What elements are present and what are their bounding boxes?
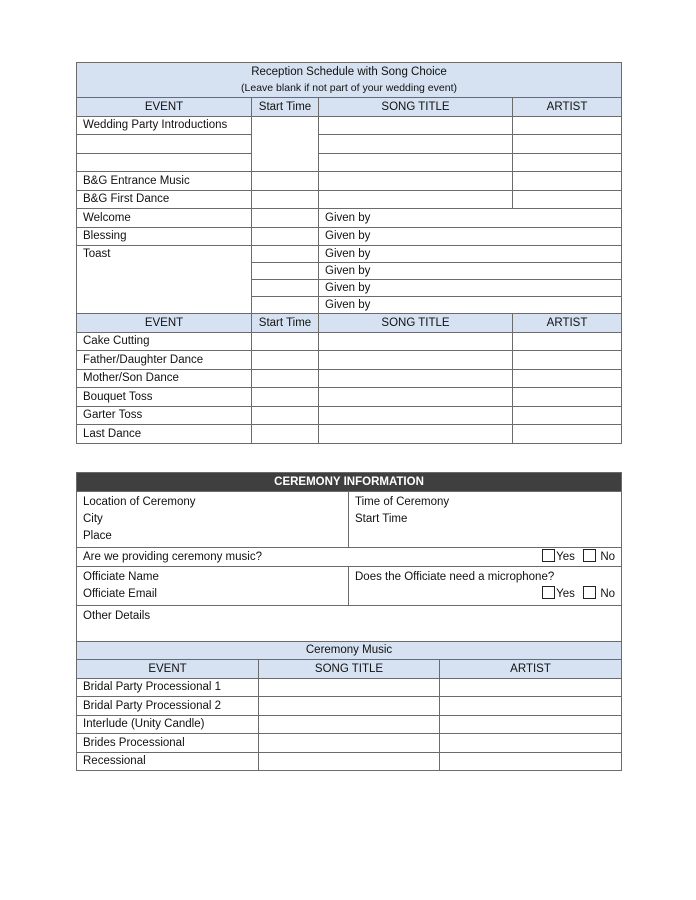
song-title-cell[interactable] xyxy=(319,406,513,425)
song-title-cell[interactable] xyxy=(319,425,513,444)
event-father-daughter-dance: Father/Daughter Dance xyxy=(77,351,252,370)
event-welcome: Welcome xyxy=(77,209,252,228)
artist-cell[interactable] xyxy=(440,734,622,753)
table-row xyxy=(77,227,622,246)
city-label: City xyxy=(83,513,103,525)
reception-title-text: Reception Schedule with Song Choice xyxy=(251,66,447,78)
table-row xyxy=(77,332,622,351)
music-event-recessional: Recessional xyxy=(77,752,259,771)
yes-label: Yes xyxy=(556,550,575,563)
event-cell[interactable] xyxy=(77,153,252,172)
artist-cell[interactable] xyxy=(513,190,622,209)
start-time-cell[interactable] xyxy=(252,332,319,351)
music-event-interlude: Interlude (Unity Candle) xyxy=(77,715,259,734)
music-yes-checkbox[interactable] xyxy=(542,549,555,562)
other-details-label: Other Details xyxy=(83,609,151,622)
event-wedding-party-intro: Wedding Party Introductions xyxy=(77,116,252,135)
given-by-cell[interactable]: Given by xyxy=(319,209,622,228)
artist-cell[interactable] xyxy=(513,153,622,172)
artist-cell[interactable] xyxy=(440,715,622,734)
given-by-cell[interactable]: Given by xyxy=(319,280,622,297)
header-artist: ARTIST xyxy=(513,314,622,333)
start-time-cell[interactable] xyxy=(252,425,319,444)
event-toast: Toast xyxy=(77,246,252,314)
start-time-cell[interactable] xyxy=(252,263,319,280)
artist-cell[interactable] xyxy=(513,388,622,407)
yes-label: Yes xyxy=(556,587,575,600)
mic-yes-checkbox[interactable] xyxy=(542,586,555,599)
ceremony-music-question-row xyxy=(77,548,622,567)
table-row xyxy=(77,172,622,191)
header-start-time: Start Time xyxy=(252,98,319,117)
start-time-cell[interactable] xyxy=(252,369,319,388)
artist-cell[interactable] xyxy=(513,406,622,425)
mic-question: Does the Officiate need a microphone? xyxy=(355,570,555,583)
song-title-cell[interactable] xyxy=(319,190,513,209)
song-title-cell[interactable] xyxy=(319,351,513,370)
no-label: No xyxy=(600,587,616,600)
place-label: Place xyxy=(83,530,112,542)
no-label: No xyxy=(600,550,616,563)
music-event-processional-1: Bridal Party Processional 1 xyxy=(77,678,259,697)
reception-schedule-table xyxy=(76,62,622,444)
table-row xyxy=(77,246,622,263)
artist-cell[interactable] xyxy=(513,332,622,351)
table-row xyxy=(77,369,622,388)
event-bouquet-toss: Bouquet Toss xyxy=(77,388,252,407)
event-mother-son-dance: Mother/Son Dance xyxy=(77,369,252,388)
song-title-cell[interactable] xyxy=(319,172,513,191)
song-title-cell[interactable] xyxy=(259,752,440,771)
header-song-title: SONG TITLE xyxy=(319,98,513,117)
music-header-artist: ARTIST xyxy=(440,660,622,679)
microphone-block xyxy=(349,566,622,605)
event-last-dance: Last Dance xyxy=(77,425,252,444)
header-start-time: Start Time xyxy=(252,314,319,333)
song-title-cell[interactable] xyxy=(319,135,513,154)
artist-cell[interactable] xyxy=(513,425,622,444)
given-by-cell[interactable]: Given by xyxy=(319,227,622,246)
artist-cell[interactable] xyxy=(513,172,622,191)
table-row xyxy=(77,715,622,734)
table-row xyxy=(77,697,622,716)
start-time-cell[interactable] xyxy=(252,351,319,370)
time-label: Time of Ceremony xyxy=(355,496,450,508)
reception-title xyxy=(77,63,622,98)
event-garter-toss: Garter Toss xyxy=(77,406,252,425)
table-row xyxy=(77,425,622,444)
song-title-cell[interactable] xyxy=(319,369,513,388)
start-time-label: Start Time xyxy=(355,513,408,525)
event-entrance-music: B&G Entrance Music xyxy=(77,172,252,191)
location-label: Location of Ceremony xyxy=(83,496,196,508)
music-event-brides-processional: Brides Processional xyxy=(77,734,259,753)
ceremony-title: CEREMONY INFORMATION xyxy=(77,473,622,492)
table-row xyxy=(77,388,622,407)
artist-cell[interactable] xyxy=(513,351,622,370)
table-row xyxy=(77,406,622,425)
song-title-cell[interactable] xyxy=(319,332,513,351)
officiate-block[interactable] xyxy=(77,566,349,605)
table-row xyxy=(77,209,622,228)
given-by-cell[interactable]: Given by xyxy=(319,297,622,314)
artist-cell[interactable] xyxy=(513,369,622,388)
event-first-dance: B&G First Dance xyxy=(77,190,252,209)
table-row xyxy=(77,752,622,771)
start-time-cell[interactable] xyxy=(252,172,319,191)
song-title-cell[interactable] xyxy=(259,697,440,716)
event-cake-cutting: Cake Cutting xyxy=(77,332,252,351)
start-time-cell[interactable] xyxy=(252,209,319,228)
music-event-processional-2: Bridal Party Processional 2 xyxy=(77,697,259,716)
header-event: EVENT xyxy=(77,98,252,117)
given-by-cell[interactable]: Given by xyxy=(319,246,622,263)
start-time-cell[interactable] xyxy=(252,406,319,425)
ceremony-music-title: Ceremony Music xyxy=(77,641,622,660)
event-blessing: Blessing xyxy=(77,227,252,246)
song-title-cell[interactable] xyxy=(259,734,440,753)
table-row xyxy=(77,153,622,172)
artist-cell[interactable] xyxy=(440,697,622,716)
given-by-cell[interactable]: Given by xyxy=(319,263,622,280)
header-song-title: SONG TITLE xyxy=(319,314,513,333)
header-artist: ARTIST xyxy=(513,98,622,117)
table-row xyxy=(77,190,622,209)
music-no-checkbox[interactable] xyxy=(583,549,596,562)
song-title-cell[interactable] xyxy=(319,153,513,172)
start-time-cell[interactable] xyxy=(252,246,319,263)
start-time-cell[interactable] xyxy=(252,388,319,407)
start-time-cell[interactable] xyxy=(252,227,319,246)
mic-no-checkbox[interactable] xyxy=(583,586,596,599)
table-row xyxy=(77,351,622,370)
song-title-cell[interactable] xyxy=(319,388,513,407)
ceremony-information-table xyxy=(76,472,622,771)
artist-cell[interactable] xyxy=(513,135,622,154)
music-header-event: EVENT xyxy=(77,660,259,679)
artist-cell[interactable] xyxy=(440,678,622,697)
reception-subtitle: (Leave blank if not part of your wedding event) xyxy=(241,82,457,94)
music-question: Are we providing ceremony music? xyxy=(83,550,262,563)
officiate-email-label: Officiate Email xyxy=(83,587,157,600)
other-details-block[interactable] xyxy=(77,605,622,641)
officiate-name-label: Officiate Name xyxy=(83,570,159,583)
start-time-cell[interactable] xyxy=(252,190,319,209)
ceremony-location-block[interactable] xyxy=(77,492,349,548)
music-header-song-title: SONG TITLE xyxy=(259,660,440,679)
event-cell[interactable] xyxy=(77,135,252,154)
song-title-cell[interactable] xyxy=(259,715,440,734)
header-event: EVENT xyxy=(77,314,252,333)
start-time-cell[interactable] xyxy=(252,116,319,172)
table-row xyxy=(77,734,622,753)
artist-cell[interactable] xyxy=(440,752,622,771)
ceremony-time-block[interactable] xyxy=(349,492,622,548)
start-time-cell[interactable] xyxy=(252,280,319,297)
song-title-cell[interactable] xyxy=(319,116,513,135)
table-row xyxy=(77,135,622,154)
table-row xyxy=(77,116,622,135)
song-title-cell[interactable] xyxy=(259,678,440,697)
start-time-cell[interactable] xyxy=(252,297,319,314)
artist-cell[interactable] xyxy=(513,116,622,135)
table-row xyxy=(77,678,622,697)
